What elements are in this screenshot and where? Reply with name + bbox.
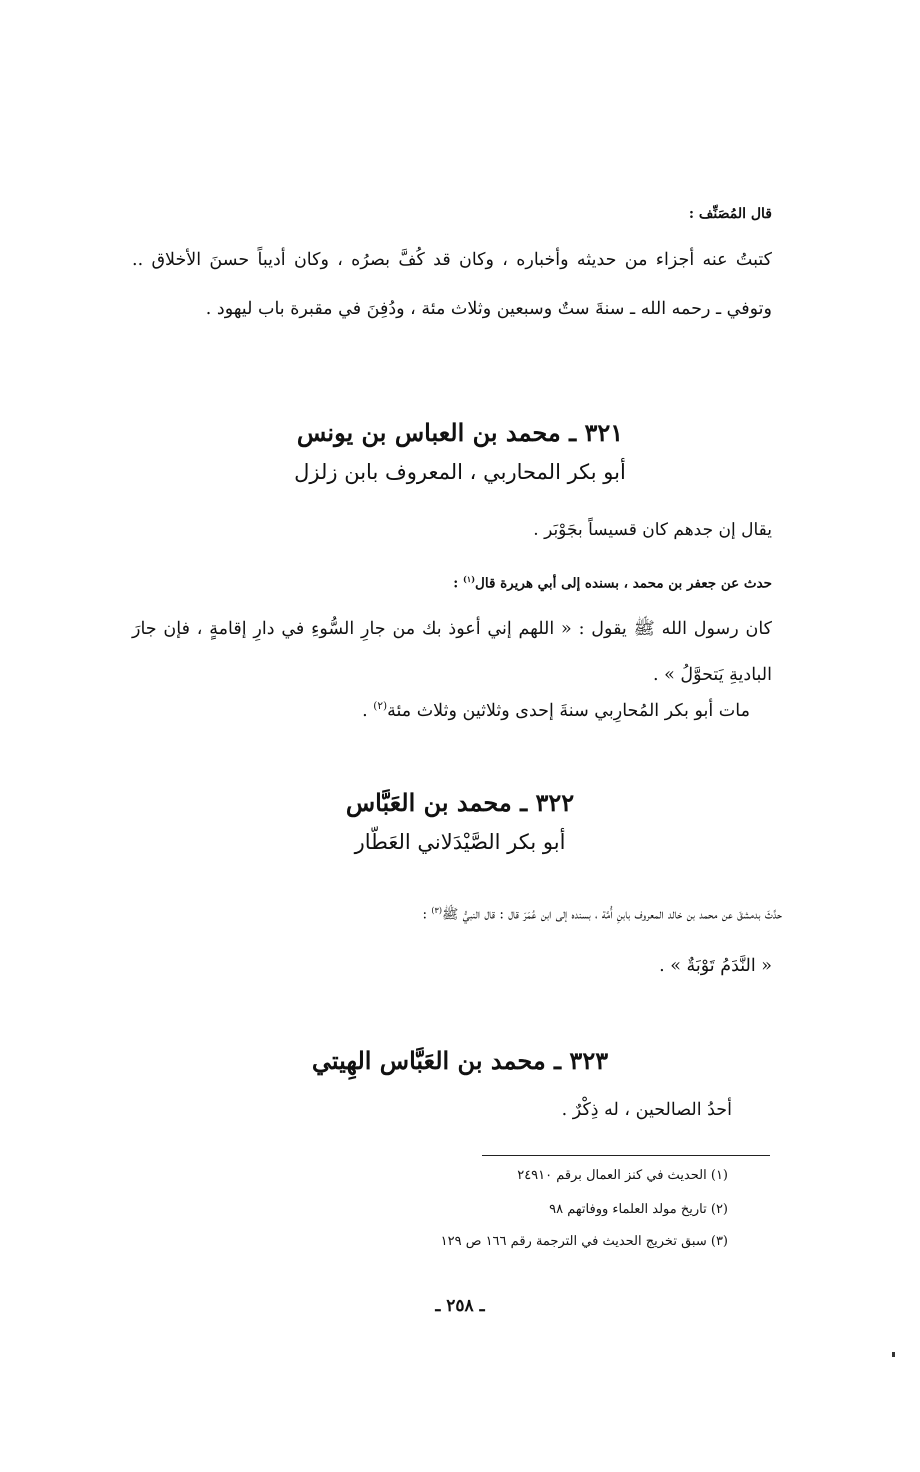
entry-321-chain-text: حدث عن جعفر بن محمد ، بسنده إلى أبي هريرة قال: [475, 575, 772, 592]
entry-323-text: أحدُ الصالحين ، له ذِكْرٌ .: [561, 1100, 732, 1120]
author-remark-paragraph: كتبتُ عنه أجزاء من حديثه وأخباره ، وكان قد كُفَّ بصرُه ، وكان أديباً حسنَ الأخلاق .. وتوفي ـ رحمه الله ـ سنةَ ستٌ وسبعين وثلاث مئة ، ودُفِنَ في مقبرة باب ليهود .: [132, 250, 772, 319]
footnote-ref-1: (١): [462, 574, 476, 584]
footnote-3: (٣) سبق تخريج الحديث في الترجمة رقم ١٦٦ ص ١٢٩: [440, 1234, 728, 1249]
entry-322-chain: [106, 896, 782, 929]
entry-322-chain-text: حدَّثَ بدمشقَ عن محمد بن خالد المعروف بابنِ أُمَّة ، بسنده إلى ابن عُمَرَ قال : قال النبيُّ ﷺ: [442, 906, 782, 923]
entry-321-death-period: .: [362, 700, 368, 721]
entry-322-chain-colon: :: [422, 906, 428, 923]
entry-321-origin: يقال إن جدهم كان قسيساً بجَوْبَر .: [533, 520, 772, 540]
entry-322-subtitle: أبو بكر الصَّيْدَلاني العَطّار: [354, 830, 566, 854]
entry-321-chain: [132, 574, 772, 592]
entry-322-title: ٣٢٢ ـ محمد بن العَبَّاس: [345, 788, 575, 817]
page-number: ـ ٢٥٨ ـ: [435, 1296, 485, 1316]
footnote-ref-2: (٢): [373, 700, 388, 712]
scan-speck: [892, 1352, 895, 1357]
entry-321-title: ٣٢١ ـ محمد بن العباس بن يونس: [296, 418, 624, 447]
footnote-2: (٢) تاريخ مولد العلماء ووفاتهم ٩٨: [549, 1202, 728, 1217]
entry-322-hadith: « النَّدَمُ تَوْبَةٌ » .: [659, 956, 772, 976]
entry-321-death: [110, 700, 750, 721]
footnote-divider: [482, 1155, 770, 1156]
entry-321-hadith: كان رسول الله ﷺ يقول : « اللهم إني أعوذ بك من جارِ السُّوءِ في دارِ إقامةٍ ، فإن جارَ الباديةِ يَتحوَّلُ » .: [132, 619, 772, 685]
entry-321-death-text: مات أبو بكر المُحارِبي سنةَ إحدى وثلاثين وثلاث مئة: [387, 700, 750, 721]
footnote-1: (١) الحديث في كنز العمال برقم ٢٤٩١٠: [517, 1168, 728, 1183]
entry-323-title: ٣٢٣ ـ محمد بن العَبَّاس الهِيتي: [311, 1046, 609, 1075]
author-remark-heading: قال المُصَنِّف :: [688, 206, 772, 222]
entry-321-chain-colon: :: [453, 575, 459, 592]
footnote-ref-3: (٣): [431, 905, 443, 915]
entry-321-subtitle: أبو بكر المحاربي ، المعروف بابن زلزل: [294, 460, 626, 484]
